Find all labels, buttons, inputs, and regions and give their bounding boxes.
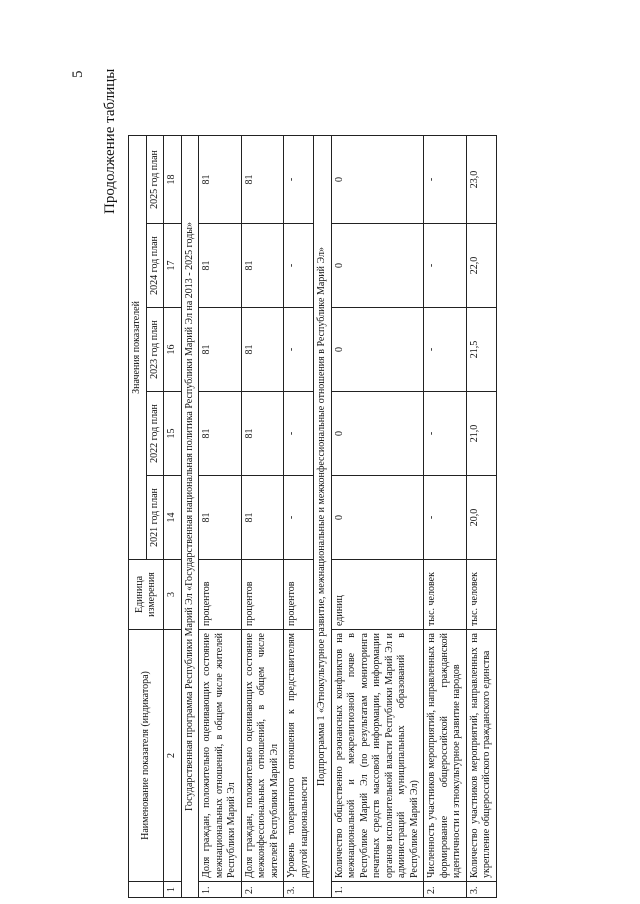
- year-header: 2021 год план: [146, 476, 164, 560]
- value-cell: 0: [331, 135, 424, 223]
- value-cell: 81: [199, 135, 242, 223]
- value-cell: 81: [241, 224, 284, 308]
- section-title: Подпрограмма 1 «Этнокультурное развитие, межнациональные и межконфессиональные отношения в Республике Марий Эл»: [314, 135, 332, 897]
- value-cell: -: [284, 392, 314, 476]
- year-header: 2025 год план: [146, 135, 164, 223]
- col-number: 15: [164, 392, 182, 476]
- indicator-name: Доля граждан, положительно оценивающих состояние межконфессиональных отношений, в общем числе жителей Республики Марий Эл: [241, 630, 284, 882]
- value-cell: -: [284, 476, 314, 560]
- value-cell: 81: [199, 392, 242, 476]
- row-number: 1.: [199, 882, 242, 898]
- indicator-name: Количество общественно резонансных конфликтов на межнациональной и межрелигиозной почве в Республике Марий Эл (по результатам мониторинга печатных средств массовой информации, информации органов исполнительной власти Республики Марий Эл и администраций муниципальных образований в Республике Марий Эл): [331, 630, 424, 882]
- value-cell: 22,0: [466, 224, 496, 308]
- value-cell: 81: [241, 476, 284, 560]
- col-number: 16: [164, 308, 182, 392]
- indicators-table: [128, 135, 497, 898]
- indicator-name: Численность участников мероприятий, направленных на формирование общероссийской гражданской идентичности и этнокультурное развитие народов: [424, 630, 467, 882]
- unit: процентов: [199, 560, 242, 630]
- value-cell: 0: [331, 308, 424, 392]
- value-cell: 20,0: [466, 476, 496, 560]
- indicator-name: Уровень толерантного отношения к представителям другой национальности: [284, 630, 314, 882]
- col-number: 2: [164, 630, 182, 882]
- table-row: [241, 135, 284, 897]
- value-cell: 23,0: [466, 135, 496, 223]
- page-number: 5: [70, 70, 86, 78]
- value-cell: 21,0: [466, 392, 496, 476]
- indicator-name: Доля граждан, положительно оценивающих состояние межнациональных отношений, в общем числе жителей Республики Марий Эл: [199, 630, 242, 882]
- unit: процентов: [241, 560, 284, 630]
- section-title: Государственная программа Республики Марий Эл «Государственная национальная политика Республики Марий Эл на 2013 - 2025 годы»: [181, 135, 199, 897]
- value-cell: 0: [331, 224, 424, 308]
- table-row: [466, 135, 496, 897]
- row-number: 2.: [241, 882, 284, 898]
- unit: тыс. человек: [466, 560, 496, 630]
- col-unit-header: Единица измерения: [129, 560, 164, 630]
- col-number: 17: [164, 224, 182, 308]
- col-number: 14: [164, 476, 182, 560]
- col-num-header: [129, 882, 164, 898]
- col-number: 1: [164, 882, 182, 898]
- year-header: 2024 год план: [146, 224, 164, 308]
- unit: единиц: [331, 560, 424, 630]
- value-cell: 21,5: [466, 308, 496, 392]
- row-number: 1.: [331, 882, 424, 898]
- year-header: 2023 год план: [146, 308, 164, 392]
- value-cell: 81: [241, 308, 284, 392]
- col-number: 3: [164, 560, 182, 630]
- value-cell: -: [424, 392, 467, 476]
- value-cell: 81: [241, 135, 284, 223]
- unit: тыс. человек: [424, 560, 467, 630]
- table-row: [424, 135, 467, 897]
- value-cell: 81: [199, 476, 242, 560]
- table-row: [331, 135, 424, 897]
- indicator-name: Количество участников мероприятий, направленных на укрепление общероссийского гражданского единства: [466, 630, 496, 882]
- value-cell: -: [284, 308, 314, 392]
- row-number: 3.: [284, 882, 314, 898]
- col-number: 18: [164, 135, 182, 223]
- value-cell: -: [424, 308, 467, 392]
- value-cell: 81: [241, 392, 284, 476]
- value-cell: -: [424, 135, 467, 223]
- values-group-header: Значения показателей: [129, 135, 147, 559]
- col-name-header: Наименование показателя (индикатора): [129, 630, 164, 882]
- value-cell: 81: [199, 224, 242, 308]
- value-cell: -: [284, 135, 314, 223]
- table-row: [284, 135, 314, 897]
- value-cell: -: [284, 224, 314, 308]
- value-cell: -: [424, 224, 467, 308]
- row-number: 2.: [424, 882, 467, 898]
- year-header: 2022 год план: [146, 392, 164, 476]
- continuation-title: Продолжение таблицы: [102, 68, 118, 214]
- value-cell: 81: [199, 308, 242, 392]
- unit: процентов: [284, 560, 314, 630]
- table-row: [199, 135, 242, 897]
- value-cell: 0: [331, 392, 424, 476]
- value-cell: -: [424, 476, 467, 560]
- value-cell: 0: [331, 476, 424, 560]
- row-number: 3.: [466, 882, 496, 898]
